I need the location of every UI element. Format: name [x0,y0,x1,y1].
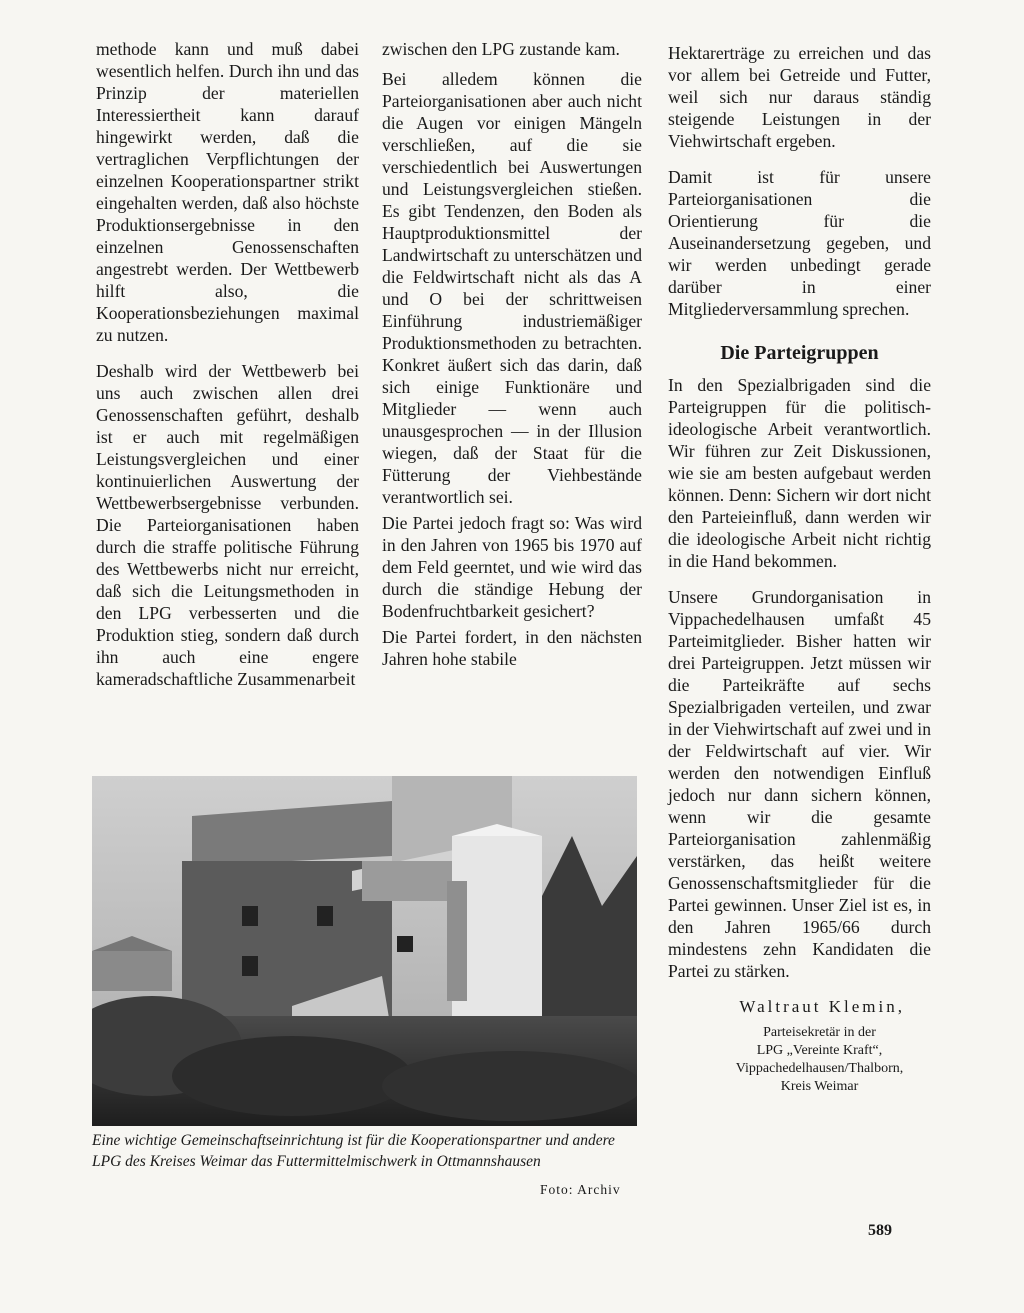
text-column-left [96,38,359,704]
paragraph: Die Partei fordert, in den nächsten Jahren hohe stabile [382,627,642,669]
affiliation-line: Parteisekretär in der [763,1025,876,1040]
paragraph: Hektarerträge zu erreichen und das vor allem bei Getreide und Futter, weil sich nur daraus ständig steigende Leistungen in der Viehwirtschaft ergeben. [668,43,931,151]
text-column-middle [382,38,642,684]
text-column-right [668,42,931,1096]
paragraph: zwischen den LPG zustande kam. [382,39,620,59]
section-heading: Die Parteigruppen [720,342,879,364]
paragraph: Deshalb wird der Wettbewerb bei uns auch zwischen allen drei Genossenschaften geführt, deshalb ist er auch mit regelmäßigen Leistungsvergleichen und einer kontinuierlichen Auswertung der Wettbewerbsergebnisse verbunden. Die Parteiorganisationen haben durch die straffe politische Führung des Wettbewerbs nicht nur erreicht, daß sich die Leitungsmethoden in den LPG verbesserten und die Produktion stieg, sondern daß durch ihn auch eine engere kameradschaftliche Zusammenarbeit [96,361,359,689]
affiliation-line: Kreis Weimar [780,1079,859,1094]
paragraph: Die Partei jedoch fragt so: Was wird in den Jahren von 1965 bis 1970 auf dem Feld geerntet, und wie wird das durch die ständige Hebung der Bodenfruchtbarkeit gesichert? [382,513,642,621]
paragraph: Bei alledem können die Parteiorganisationen aber auch nicht die Augen vor einigen Mängeln verschließen, auf die sie verschiedentlich bei Auswertungen und Leistungsvergleichen stießen. Es gibt Tendenzen, den Boden als Hauptproduktionsmittel der Landwirtschaft zu unterschätzen und die Feldwirtschaft nicht als das A und O bei der schrittweisen Einführung industriemäßiger Produktionsmethoden zu betrachten. Konkret äußert sich das darin, daß sich einige Funktionäre und Mitglieder — wenn auch unausgesprochen — in der Illusion wiegen, daß der Staat für die Fütterung der Viehbestände verantwortlich sei. [382,69,642,507]
photo-caption: Eine wichtige Gemeinschaftseinrichtung ist für die Kooperationspartner und andere LPG des Kreises Weimar das Futtermittelmischwerk in Ottmannshausen [92,1132,615,1170]
author-name: Waltraut Klemin, [739,997,905,1016]
factory-photo [92,776,637,1126]
paragraph: In den Spezialbrigaden sind die Parteigruppen für die politisch-ideologische Arbeit verantwortlich. Wir führen zur Zeit Diskussionen, wie sie am besten aufgebaut werden können. Denn: Sichern wir dort nicht den Parteieinfluß, dann werden wir die ideologische Arbeit nicht richtig in die Hand bekommen. [668,375,931,571]
page-number: 589 [868,1222,892,1239]
paragraph: Unsere Grundorganisation in Vippachedelhausen umfaßt 45 Parteimitglieder. Bisher hatten wir drei Parteigruppen. Jetzt müssen wir die Parteikräfte auf sechs Spezialbrigaden verteilen, und zwar in der Viehwirtschaft auf zwei und in der Feldwirtschaft auf vier. Wir werden den notwendigen Einfluß jedoch nur dann sichern können, wenn wir die gesamte Parteiorganisation zahlenmäßig verstärken, das heißt weitere Genossenschaftsmitglieder für die Partei gewinnen. Unser Ziel ist es, in den Jahren 1965/66 durch mindestens zehn Kandidaten die Partei zu stärken. [668,587,931,981]
paragraph: methode kann und muß dabei wesentlich helfen. Durch ihn und das Prinzip der materiellen Interessiertheit kann darauf hingewirkt werden, daß die vertraglichen Verpflichtungen der einzelnen Kooperationspartner strikt eingehalten werden, daß also höchste Produktionsergebnisse in den einzelnen Genossenschaften angestrebt werden. Der Wettbewerb hilft also, die Kooperationsbeziehungen maximal zu nutzen. [96,39,359,345]
affiliation-line: LPG „Vereinte Kraft“, [756,1043,883,1058]
author-affiliation [708,1024,931,1096]
photo-credit: Foto: Archiv [540,1182,621,1197]
paragraph: Damit ist für unsere Parteiorganisationen die Orientierung für die Auseinandersetzung gegeben, und wir werden unbedingt gerade darüber in einer Mitgliederversammlung sprechen. [668,167,931,319]
affiliation-line: Vippachedelhausen/Thalborn, [735,1061,904,1076]
